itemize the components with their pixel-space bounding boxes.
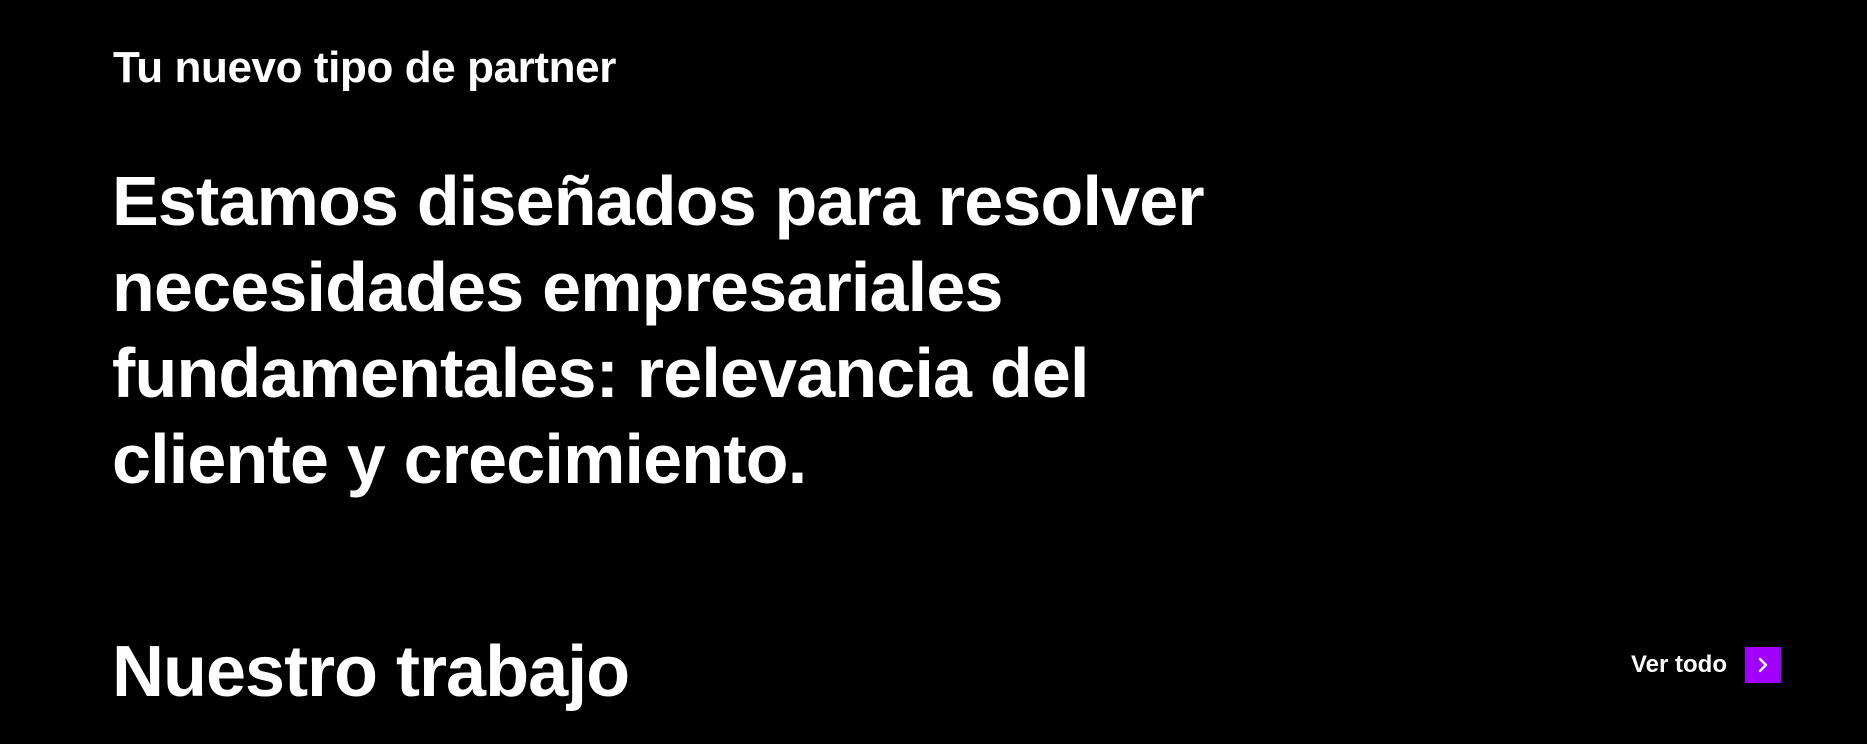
intro-headline: Estamos diseñados para resolver necesidades empresariales fundamentales: relevancia del cliente y crecimiento.: [112, 162, 1204, 498]
view-all-link[interactable]: [1631, 647, 1781, 683]
chevron-right-icon[interactable]: [1745, 647, 1781, 683]
view-all-label: Ver todo: [1630, 651, 1727, 678]
section-title: Nuestro trabajo: [112, 632, 630, 712]
section-eyebrow: Tu nuevo tipo de partner: [113, 43, 616, 92]
